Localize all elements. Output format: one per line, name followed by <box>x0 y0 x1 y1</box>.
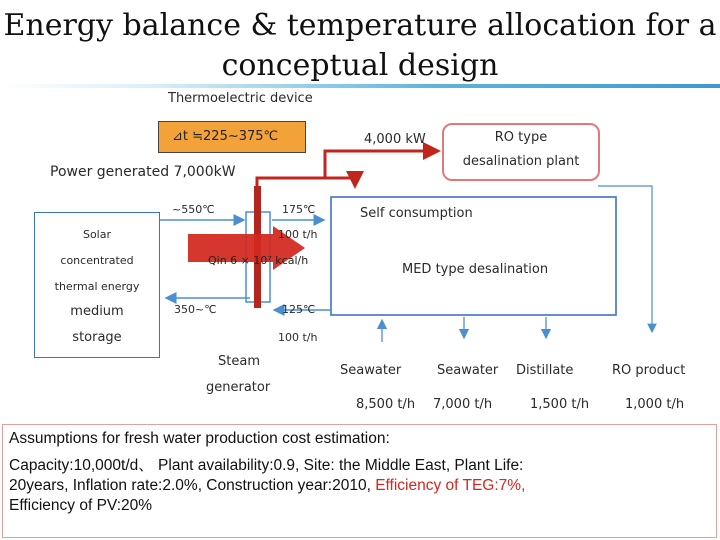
ro-product-line <box>598 186 652 332</box>
self-consumption-label: Self consumption <box>360 206 473 221</box>
ro-power-label: 4,000 kW <box>364 132 426 147</box>
solar-storage-line: medium <box>70 304 124 319</box>
output-label: Seawater <box>340 363 402 378</box>
solar-storage-line: concentrated <box>60 254 134 267</box>
delta-t-label: ⊿t ≒225~375℃ <box>172 129 279 144</box>
assumptions-line-1: Capacity:10,000t/d、 Plant availability:0.9, Site: the Middle East, Plant Life: <box>9 457 524 474</box>
temp-350-label: 350~℃ <box>174 303 217 316</box>
solar-storage-line: Solar <box>82 228 112 241</box>
ro-plant-label-line2: desalination plant <box>462 154 580 169</box>
qin-label: Qin 6 × 10⁷ kcal/h <box>208 254 309 267</box>
thermoelectric-device-label: Thermoelectric device <box>168 91 313 106</box>
steam-generator-label-line1: Steam <box>218 354 260 369</box>
steam-generator-label-line2: generator <box>206 380 271 395</box>
ro-plant-label-line1: RO type <box>494 130 548 145</box>
temp-125-label: 125℃ <box>282 303 316 316</box>
teg-efficiency-text: Efficiency of TEG:7%, <box>375 477 526 494</box>
flow-top-label: 100 t/h <box>278 228 318 241</box>
output-label: Seawater <box>437 363 499 378</box>
output-value: 1,000 t/h <box>625 397 685 412</box>
output-value: 8,500 t/h <box>356 397 416 412</box>
med-desalination-label: MED type desalination <box>402 262 549 277</box>
output-value: 7,000 t/h <box>433 397 493 412</box>
temp-175-label: 175℃ <box>282 203 316 216</box>
solar-storage-line: thermal energy <box>54 280 140 293</box>
page-title: Energy balance & temperature allocation for a conceptual design <box>3 8 717 83</box>
output-label: RO product <box>612 363 686 378</box>
output-value: 1,500 t/h <box>530 397 590 412</box>
solar-storage-line: storage <box>72 330 122 345</box>
assumptions-box <box>2 424 717 538</box>
energy-balance-diagram <box>0 88 720 424</box>
output-label: Distillate <box>516 363 574 378</box>
power-arrow-to-med <box>257 178 355 186</box>
assumptions-line-2 <box>9 476 710 496</box>
assumptions-heading: Assumptions for fresh water production cost estimation: <box>9 430 390 447</box>
temp-550-label: ~550℃ <box>172 203 215 216</box>
assumptions-line-2-text: 20years, Inflation rate:2.0%, Construction year:2010, <box>9 477 371 494</box>
assumptions-line-3: Efficiency of PV:20% <box>9 497 153 514</box>
power-generated-label: Power generated 7,000kW <box>50 164 236 180</box>
flow-bottom-label: 100 t/h <box>278 331 318 344</box>
power-arrow-to-ro <box>325 151 438 178</box>
